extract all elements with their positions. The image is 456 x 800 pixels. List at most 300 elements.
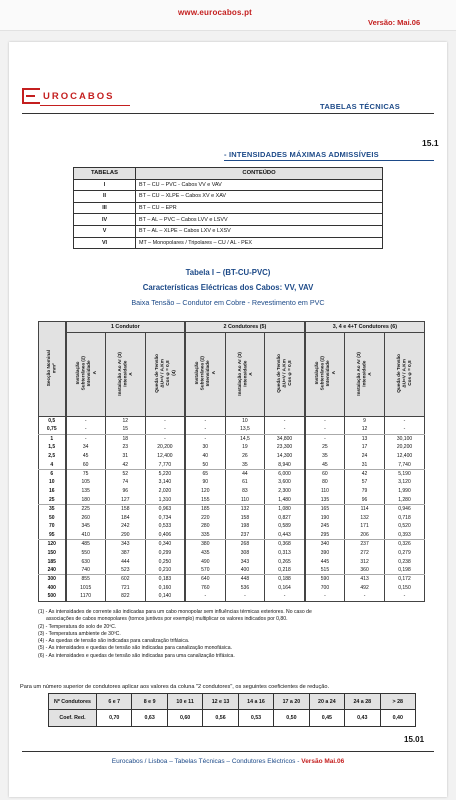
value-cell: - bbox=[145, 417, 185, 426]
value-cell: 35 bbox=[225, 460, 265, 469]
col-header bbox=[145, 333, 185, 417]
col-header-line: Instalação bbox=[74, 362, 80, 385]
table-row bbox=[39, 452, 425, 461]
value-cell: 132 bbox=[225, 504, 265, 513]
value-cell: 50 bbox=[185, 460, 225, 469]
value-cell: - bbox=[385, 592, 425, 601]
value-cell: - bbox=[265, 592, 305, 601]
section-cell: 6 bbox=[39, 469, 66, 478]
value-cell: 602 bbox=[105, 575, 145, 584]
value-cell: - bbox=[66, 417, 106, 426]
value-cell: 272 bbox=[345, 548, 385, 557]
section-cell: 10 bbox=[39, 478, 66, 487]
value-cell: 492 bbox=[345, 584, 385, 593]
value-cell: 0,172 bbox=[385, 575, 425, 584]
group-header-3-4-conductors: 3, 4 e 4+T Condutores (6) bbox=[305, 322, 425, 333]
value-cell: 158 bbox=[225, 513, 265, 522]
value-cell: - bbox=[185, 592, 225, 601]
reduction-range: 12 e 13 bbox=[203, 694, 238, 710]
value-cell: - bbox=[66, 434, 106, 443]
value-cell: 295 bbox=[305, 531, 345, 540]
value-cell: 110 bbox=[225, 496, 265, 505]
value-cell: 413 bbox=[345, 575, 385, 584]
value-cell: 180 bbox=[66, 496, 106, 505]
reduction-range: 14 a 16 bbox=[238, 694, 273, 710]
value-cell: 0,946 bbox=[385, 504, 425, 513]
col-header bbox=[105, 333, 145, 417]
table-row bbox=[39, 425, 425, 434]
col-header bbox=[305, 333, 345, 417]
footer-text: Eurocabos / Lisboa – Tabelas Técnicas – Condutores Eléctricos - bbox=[111, 758, 302, 765]
value-cell: 127 bbox=[105, 496, 145, 505]
note-line: associações de cabos monopolares (tornos juntivos por exemplo) multiplicar os valores indicados por 0,80. bbox=[46, 616, 288, 623]
value-cell: 12 bbox=[105, 417, 145, 426]
note-line: (5) - As intensidades e quedas de tensão são indicadas para canalização monofásica. bbox=[38, 645, 232, 652]
col-header-line: Cos φ = 0,8 bbox=[287, 360, 293, 387]
section-cell: 16 bbox=[39, 487, 66, 496]
value-cell: 0,393 bbox=[385, 531, 425, 540]
header-divider bbox=[22, 113, 434, 114]
index-table bbox=[73, 167, 383, 249]
col-header-line: Cos φ = 0,8 bbox=[164, 360, 170, 387]
table-row bbox=[39, 443, 425, 452]
value-cell: 0,340 bbox=[145, 540, 185, 549]
section-heading: TABELAS TÉCNICAS bbox=[320, 102, 401, 111]
section-cell: 2,5 bbox=[39, 452, 66, 461]
value-cell: 96 bbox=[105, 487, 145, 496]
group-header-2-conductors: 2 Condutores (5) bbox=[185, 322, 305, 333]
value-cell: 237 bbox=[225, 531, 265, 540]
value-cell: 18 bbox=[105, 434, 145, 443]
value-cell: 25 bbox=[305, 443, 345, 452]
index-row bbox=[74, 237, 383, 249]
value-cell: - bbox=[385, 425, 425, 434]
value-cell: 0,963 bbox=[145, 504, 185, 513]
value-cell: 0,533 bbox=[145, 522, 185, 531]
value-cell: 12,400 bbox=[145, 452, 185, 461]
col-header-line: A bbox=[91, 371, 97, 376]
value-cell: 340 bbox=[305, 540, 345, 549]
value-cell: 0,150 bbox=[385, 584, 425, 593]
index-code: II bbox=[74, 191, 136, 203]
table-row bbox=[39, 487, 425, 496]
value-cell: 114 bbox=[345, 504, 385, 513]
footer-divider bbox=[22, 751, 434, 752]
value-cell: 1,990 bbox=[385, 487, 425, 496]
table-row bbox=[39, 575, 425, 584]
table1-subtitle: Características Eléctricas dos Cabos: VV, VAV bbox=[142, 283, 314, 292]
value-cell: 380 bbox=[185, 540, 225, 549]
value-cell: 120 bbox=[185, 487, 225, 496]
value-cell: 3,600 bbox=[265, 478, 305, 487]
value-cell: 96 bbox=[345, 496, 385, 505]
value-cell: 312 bbox=[345, 557, 385, 566]
value-cell: 0,313 bbox=[265, 548, 305, 557]
note-line: (4) - As quedas de tensão são indicadas para canalização trifásica. bbox=[38, 638, 190, 645]
reduction-coef: 0,50 bbox=[274, 710, 309, 727]
value-cell: 387 bbox=[105, 548, 145, 557]
index-row bbox=[74, 214, 383, 226]
reduction-coef: 0,56 bbox=[203, 710, 238, 727]
section-cell: 240 bbox=[39, 566, 66, 575]
value-cell: 400 bbox=[225, 566, 265, 575]
col-header-line: A bbox=[128, 371, 134, 376]
value-cell: 60 bbox=[66, 460, 106, 469]
value-cell: 523 bbox=[105, 566, 145, 575]
table1-description: Baixa Tensão – Condutor em Cobre - Revestimento em PVC bbox=[131, 298, 325, 307]
index-content: MT – Monopolares / Tripolares – CU / AL - PEX bbox=[136, 237, 383, 249]
index-code: VI bbox=[74, 237, 136, 249]
value-cell: 15 bbox=[105, 425, 145, 434]
value-cell: 45 bbox=[305, 460, 345, 469]
value-cell: 34,800 bbox=[265, 434, 305, 443]
value-cell: 0,443 bbox=[265, 531, 305, 540]
value-cell: 165 bbox=[305, 504, 345, 513]
value-cell: 490 bbox=[185, 557, 225, 566]
top-banner bbox=[0, 0, 456, 31]
value-cell: 0,368 bbox=[265, 540, 305, 549]
value-cell: 308 bbox=[225, 548, 265, 557]
table-row bbox=[39, 434, 425, 443]
value-cell: 35 bbox=[305, 452, 345, 461]
col-header-line: Intensidade bbox=[122, 360, 128, 387]
value-cell: 0,198 bbox=[385, 566, 425, 575]
table-row bbox=[39, 548, 425, 557]
reduction-coef: 0,43 bbox=[345, 710, 380, 727]
value-cell: - bbox=[345, 592, 385, 601]
table-row bbox=[39, 469, 425, 478]
value-cell: 5,220 bbox=[145, 469, 185, 478]
reduction-coef: 0,63 bbox=[132, 710, 167, 727]
value-cell: 237 bbox=[345, 540, 385, 549]
value-cell: 550 bbox=[66, 548, 106, 557]
table-row bbox=[39, 557, 425, 566]
reduction-coef: 0,70 bbox=[97, 710, 132, 727]
col-header-line: ΔU=V / A.Km bbox=[401, 359, 407, 388]
value-cell: 90 bbox=[185, 478, 225, 487]
value-cell: 343 bbox=[105, 540, 145, 549]
section-cell: 120 bbox=[39, 540, 66, 549]
index-code: III bbox=[74, 202, 136, 214]
value-cell: - bbox=[225, 592, 265, 601]
value-cell: 410 bbox=[66, 531, 106, 540]
value-cell: 1170 bbox=[66, 592, 106, 601]
col-header-line: Queda de Tensão bbox=[276, 354, 282, 393]
value-cell: - bbox=[305, 592, 345, 601]
value-cell: 105 bbox=[66, 478, 106, 487]
logo-text: UROCABOS bbox=[43, 91, 115, 102]
value-cell: 280 bbox=[185, 522, 225, 531]
col-header-line: Intensidade bbox=[361, 360, 367, 387]
value-cell: 1,280 bbox=[385, 496, 425, 505]
value-cell: 24 bbox=[345, 452, 385, 461]
value-cell: 185 bbox=[185, 504, 225, 513]
value-cell: 0,164 bbox=[265, 584, 305, 593]
reduction-range: 24 a 28 bbox=[345, 694, 380, 710]
value-cell: 9 bbox=[345, 417, 385, 426]
col-header-line: A bbox=[330, 371, 336, 376]
value-cell: 42 bbox=[105, 460, 145, 469]
value-cell: 1,480 bbox=[265, 496, 305, 505]
reduction-range: 10 e 11 bbox=[167, 694, 202, 710]
section-cell: 4 bbox=[39, 460, 66, 469]
col-header-line: Cos φ = 0,8 bbox=[407, 360, 413, 387]
section-title: - INTENSIDADES MÁXIMAS ADMISSÍVEIS bbox=[224, 150, 379, 159]
col-header bbox=[185, 333, 225, 417]
value-cell: 135 bbox=[66, 487, 106, 496]
value-cell: 1015 bbox=[66, 584, 106, 593]
index-code: V bbox=[74, 225, 136, 237]
value-cell: 19 bbox=[225, 443, 265, 452]
col-header-line: A bbox=[247, 371, 253, 376]
value-cell: 0,250 bbox=[145, 557, 185, 566]
value-cell: 30,100 bbox=[385, 434, 425, 443]
value-cell: - bbox=[145, 425, 185, 434]
value-cell: 855 bbox=[66, 575, 106, 584]
value-cell: 20,200 bbox=[385, 443, 425, 452]
section-cell: 0,5 bbox=[39, 417, 66, 426]
col-header-line: Queda de Tensão bbox=[396, 354, 402, 393]
index-code: IV bbox=[74, 214, 136, 226]
value-cell: 75 bbox=[66, 469, 106, 478]
value-cell: 335 bbox=[185, 531, 225, 540]
section-cell: 25 bbox=[39, 496, 66, 505]
value-cell: 40 bbox=[185, 452, 225, 461]
page-footer bbox=[0, 758, 456, 765]
section-cell: 1,5 bbox=[39, 443, 66, 452]
note-line: (3) - Temperatura ambiente de 30ºC. bbox=[38, 630, 121, 637]
value-cell: 0,265 bbox=[265, 557, 305, 566]
value-cell: 80 bbox=[305, 478, 345, 487]
value-cell: 448 bbox=[225, 575, 265, 584]
index-content: BT – CU – XLPE – Cabos XV e XAV bbox=[136, 191, 383, 203]
col-header bbox=[225, 333, 265, 417]
value-cell: 14,5 bbox=[225, 434, 265, 443]
col-header-line: ΔU=V / A.Km bbox=[281, 359, 287, 388]
value-cell: - bbox=[305, 434, 345, 443]
index-header-tables: TABELAS bbox=[74, 168, 136, 180]
value-cell: 0,326 bbox=[385, 540, 425, 549]
value-cell: 721 bbox=[105, 584, 145, 593]
section-cell: 400 bbox=[39, 584, 66, 593]
value-cell: 0,140 bbox=[145, 592, 185, 601]
col-header-line: Subterrânea (2) bbox=[319, 356, 325, 391]
value-cell: 0,718 bbox=[385, 513, 425, 522]
col-header-line: (4) bbox=[170, 370, 176, 377]
table-row bbox=[39, 522, 425, 531]
value-cell: 31 bbox=[345, 460, 385, 469]
value-cell: 23,300 bbox=[265, 443, 305, 452]
page-number: 15.01 bbox=[404, 735, 425, 744]
value-cell: 245 bbox=[305, 522, 345, 531]
value-cell: 26 bbox=[225, 452, 265, 461]
value-cell: 630 bbox=[66, 557, 106, 566]
cable-characteristics-table bbox=[38, 321, 425, 602]
value-cell: 155 bbox=[185, 496, 225, 505]
website-url[interactable]: www.eurocabos.pt bbox=[178, 8, 253, 17]
value-cell: 515 bbox=[305, 566, 345, 575]
value-cell: 0,279 bbox=[385, 548, 425, 557]
reduction-row-label: Coef. Red. bbox=[49, 710, 97, 727]
reduction-coef: 0,40 bbox=[380, 710, 416, 727]
col-header-line: Instalação bbox=[194, 362, 200, 385]
reduction-coefficients-table bbox=[48, 693, 416, 727]
value-cell: - bbox=[145, 434, 185, 443]
value-cell: 198 bbox=[225, 522, 265, 531]
value-cell: 5,190 bbox=[385, 469, 425, 478]
section-number: 15.1 bbox=[422, 138, 439, 148]
section-cell: 300 bbox=[39, 575, 66, 584]
index-header-content: CONTEÚDO bbox=[136, 168, 383, 180]
value-cell: 135 bbox=[305, 496, 345, 505]
section-cell: 1 bbox=[39, 434, 66, 443]
value-cell: 190 bbox=[305, 513, 345, 522]
reduction-range: 6 e 7 bbox=[97, 694, 132, 710]
value-cell: 2,300 bbox=[265, 487, 305, 496]
section-cell: 185 bbox=[39, 557, 66, 566]
value-cell: 444 bbox=[105, 557, 145, 566]
table-row bbox=[39, 460, 425, 469]
value-cell: - bbox=[305, 425, 345, 434]
table-row bbox=[39, 496, 425, 505]
value-cell: 760 bbox=[185, 584, 225, 593]
table-row bbox=[39, 584, 425, 593]
section-cell: 95 bbox=[39, 531, 66, 540]
value-cell: 30 bbox=[185, 443, 225, 452]
col-header-line: Queda de Tensão bbox=[153, 354, 159, 393]
value-cell: 2,020 bbox=[145, 487, 185, 496]
value-cell: 0,218 bbox=[265, 566, 305, 575]
section-cell: 35 bbox=[39, 504, 66, 513]
value-cell: 225 bbox=[66, 504, 106, 513]
table-row bbox=[39, 417, 425, 426]
col-header-line: Instalação Ao Ar (3) bbox=[236, 351, 242, 396]
value-cell: 184 bbox=[105, 513, 145, 522]
col-header-line: Subterrânea (2) bbox=[199, 356, 205, 391]
value-cell: - bbox=[265, 425, 305, 434]
index-content: BT – CU – PVC - Cabos VV e VAV bbox=[136, 179, 383, 191]
value-cell: 0,299 bbox=[145, 548, 185, 557]
reduction-header-label: Nº Condutores bbox=[49, 694, 97, 710]
value-cell: 60 bbox=[305, 469, 345, 478]
value-cell: - bbox=[305, 417, 345, 426]
value-cell: 0,827 bbox=[265, 513, 305, 522]
value-cell: 740 bbox=[66, 566, 106, 575]
value-cell: 57 bbox=[345, 478, 385, 487]
index-row bbox=[74, 225, 383, 237]
value-cell: 3,120 bbox=[385, 478, 425, 487]
table-row bbox=[39, 504, 425, 513]
col-header-section bbox=[39, 322, 66, 417]
section-cell: 500 bbox=[39, 592, 66, 601]
value-cell: 7,770 bbox=[145, 460, 185, 469]
value-cell: 158 bbox=[105, 504, 145, 513]
index-row bbox=[74, 202, 383, 214]
value-cell: 435 bbox=[185, 548, 225, 557]
col-header-line: Subterrânea (2) bbox=[80, 356, 86, 391]
table-row bbox=[39, 531, 425, 540]
index-content: BT – CU – EPR bbox=[136, 202, 383, 214]
col-header-line: Intensidade bbox=[324, 360, 330, 387]
index-content: BT – AL – PVC – Cabos LVV e LSVV bbox=[136, 214, 383, 226]
value-cell: 343 bbox=[225, 557, 265, 566]
value-cell: 17 bbox=[345, 443, 385, 452]
value-cell: 3,140 bbox=[145, 478, 185, 487]
col-header bbox=[66, 333, 106, 417]
col-header-line: ΔU=V / A.Km bbox=[159, 359, 165, 388]
value-cell: 0,238 bbox=[385, 557, 425, 566]
section-cell: 0,75 bbox=[39, 425, 66, 434]
value-cell: 13 bbox=[345, 434, 385, 443]
value-cell: - bbox=[185, 417, 225, 426]
value-cell: 31 bbox=[105, 452, 145, 461]
value-cell: 0,406 bbox=[145, 531, 185, 540]
group-header-1-conductor: 1 Condutor bbox=[66, 322, 186, 333]
table-row bbox=[39, 478, 425, 487]
version-label: Versão: Mai.06 bbox=[368, 18, 421, 27]
col-header-line: Intensidade bbox=[242, 360, 248, 387]
logo-underline bbox=[40, 105, 130, 106]
logo-e-icon bbox=[22, 88, 40, 104]
value-cell: 171 bbox=[345, 522, 385, 531]
section-title-underline bbox=[224, 160, 434, 161]
table-row bbox=[39, 540, 425, 549]
value-cell: 45 bbox=[66, 452, 106, 461]
reduction-range: 8 e 9 bbox=[132, 694, 167, 710]
reduction-coef: 0,60 bbox=[167, 710, 202, 727]
value-cell: 485 bbox=[66, 540, 106, 549]
value-cell: 260 bbox=[66, 513, 106, 522]
value-cell: 61 bbox=[225, 478, 265, 487]
section-cell: 150 bbox=[39, 548, 66, 557]
value-cell: 65 bbox=[185, 469, 225, 478]
value-cell: 1,080 bbox=[265, 504, 305, 513]
section-header-line: mm² bbox=[51, 363, 57, 373]
section-cell: 50 bbox=[39, 513, 66, 522]
value-cell: 79 bbox=[345, 487, 385, 496]
table-row bbox=[39, 566, 425, 575]
value-cell: 0,520 bbox=[385, 522, 425, 531]
value-cell: 445 bbox=[305, 557, 345, 566]
value-cell: 12,400 bbox=[385, 452, 425, 461]
value-cell: 0,160 bbox=[145, 584, 185, 593]
section-header-line: Secção Nominal bbox=[46, 349, 52, 387]
note-line: (6) - As intensidades e quedas de tensão são indicadas para uma canalização trifásica. bbox=[38, 652, 235, 659]
value-cell: 132 bbox=[345, 513, 385, 522]
reduction-range: 17 a 20 bbox=[274, 694, 309, 710]
value-cell: - bbox=[385, 417, 425, 426]
value-cell: 8,940 bbox=[265, 460, 305, 469]
value-cell: 0,188 bbox=[265, 575, 305, 584]
col-header bbox=[345, 333, 385, 417]
value-cell: 74 bbox=[105, 478, 145, 487]
value-cell: 23 bbox=[105, 443, 145, 452]
value-cell: 268 bbox=[225, 540, 265, 549]
value-cell: - bbox=[185, 434, 225, 443]
value-cell: 0,210 bbox=[145, 566, 185, 575]
section-cell: 70 bbox=[39, 522, 66, 531]
col-header-line: A bbox=[367, 371, 373, 376]
value-cell: - bbox=[185, 425, 225, 434]
value-cell: 0,589 bbox=[265, 522, 305, 531]
value-cell: 360 bbox=[345, 566, 385, 575]
col-header-line: Instalação Ao Ar (3) bbox=[116, 351, 122, 396]
value-cell: 14,300 bbox=[265, 452, 305, 461]
note-line: (1) - As intensidades de corrente são indicadas para um cabo monopolar sem influências térmicas exteriores. No caso de bbox=[38, 609, 312, 615]
value-cell: 822 bbox=[105, 592, 145, 601]
value-cell: 640 bbox=[185, 575, 225, 584]
value-cell: 20,200 bbox=[145, 443, 185, 452]
